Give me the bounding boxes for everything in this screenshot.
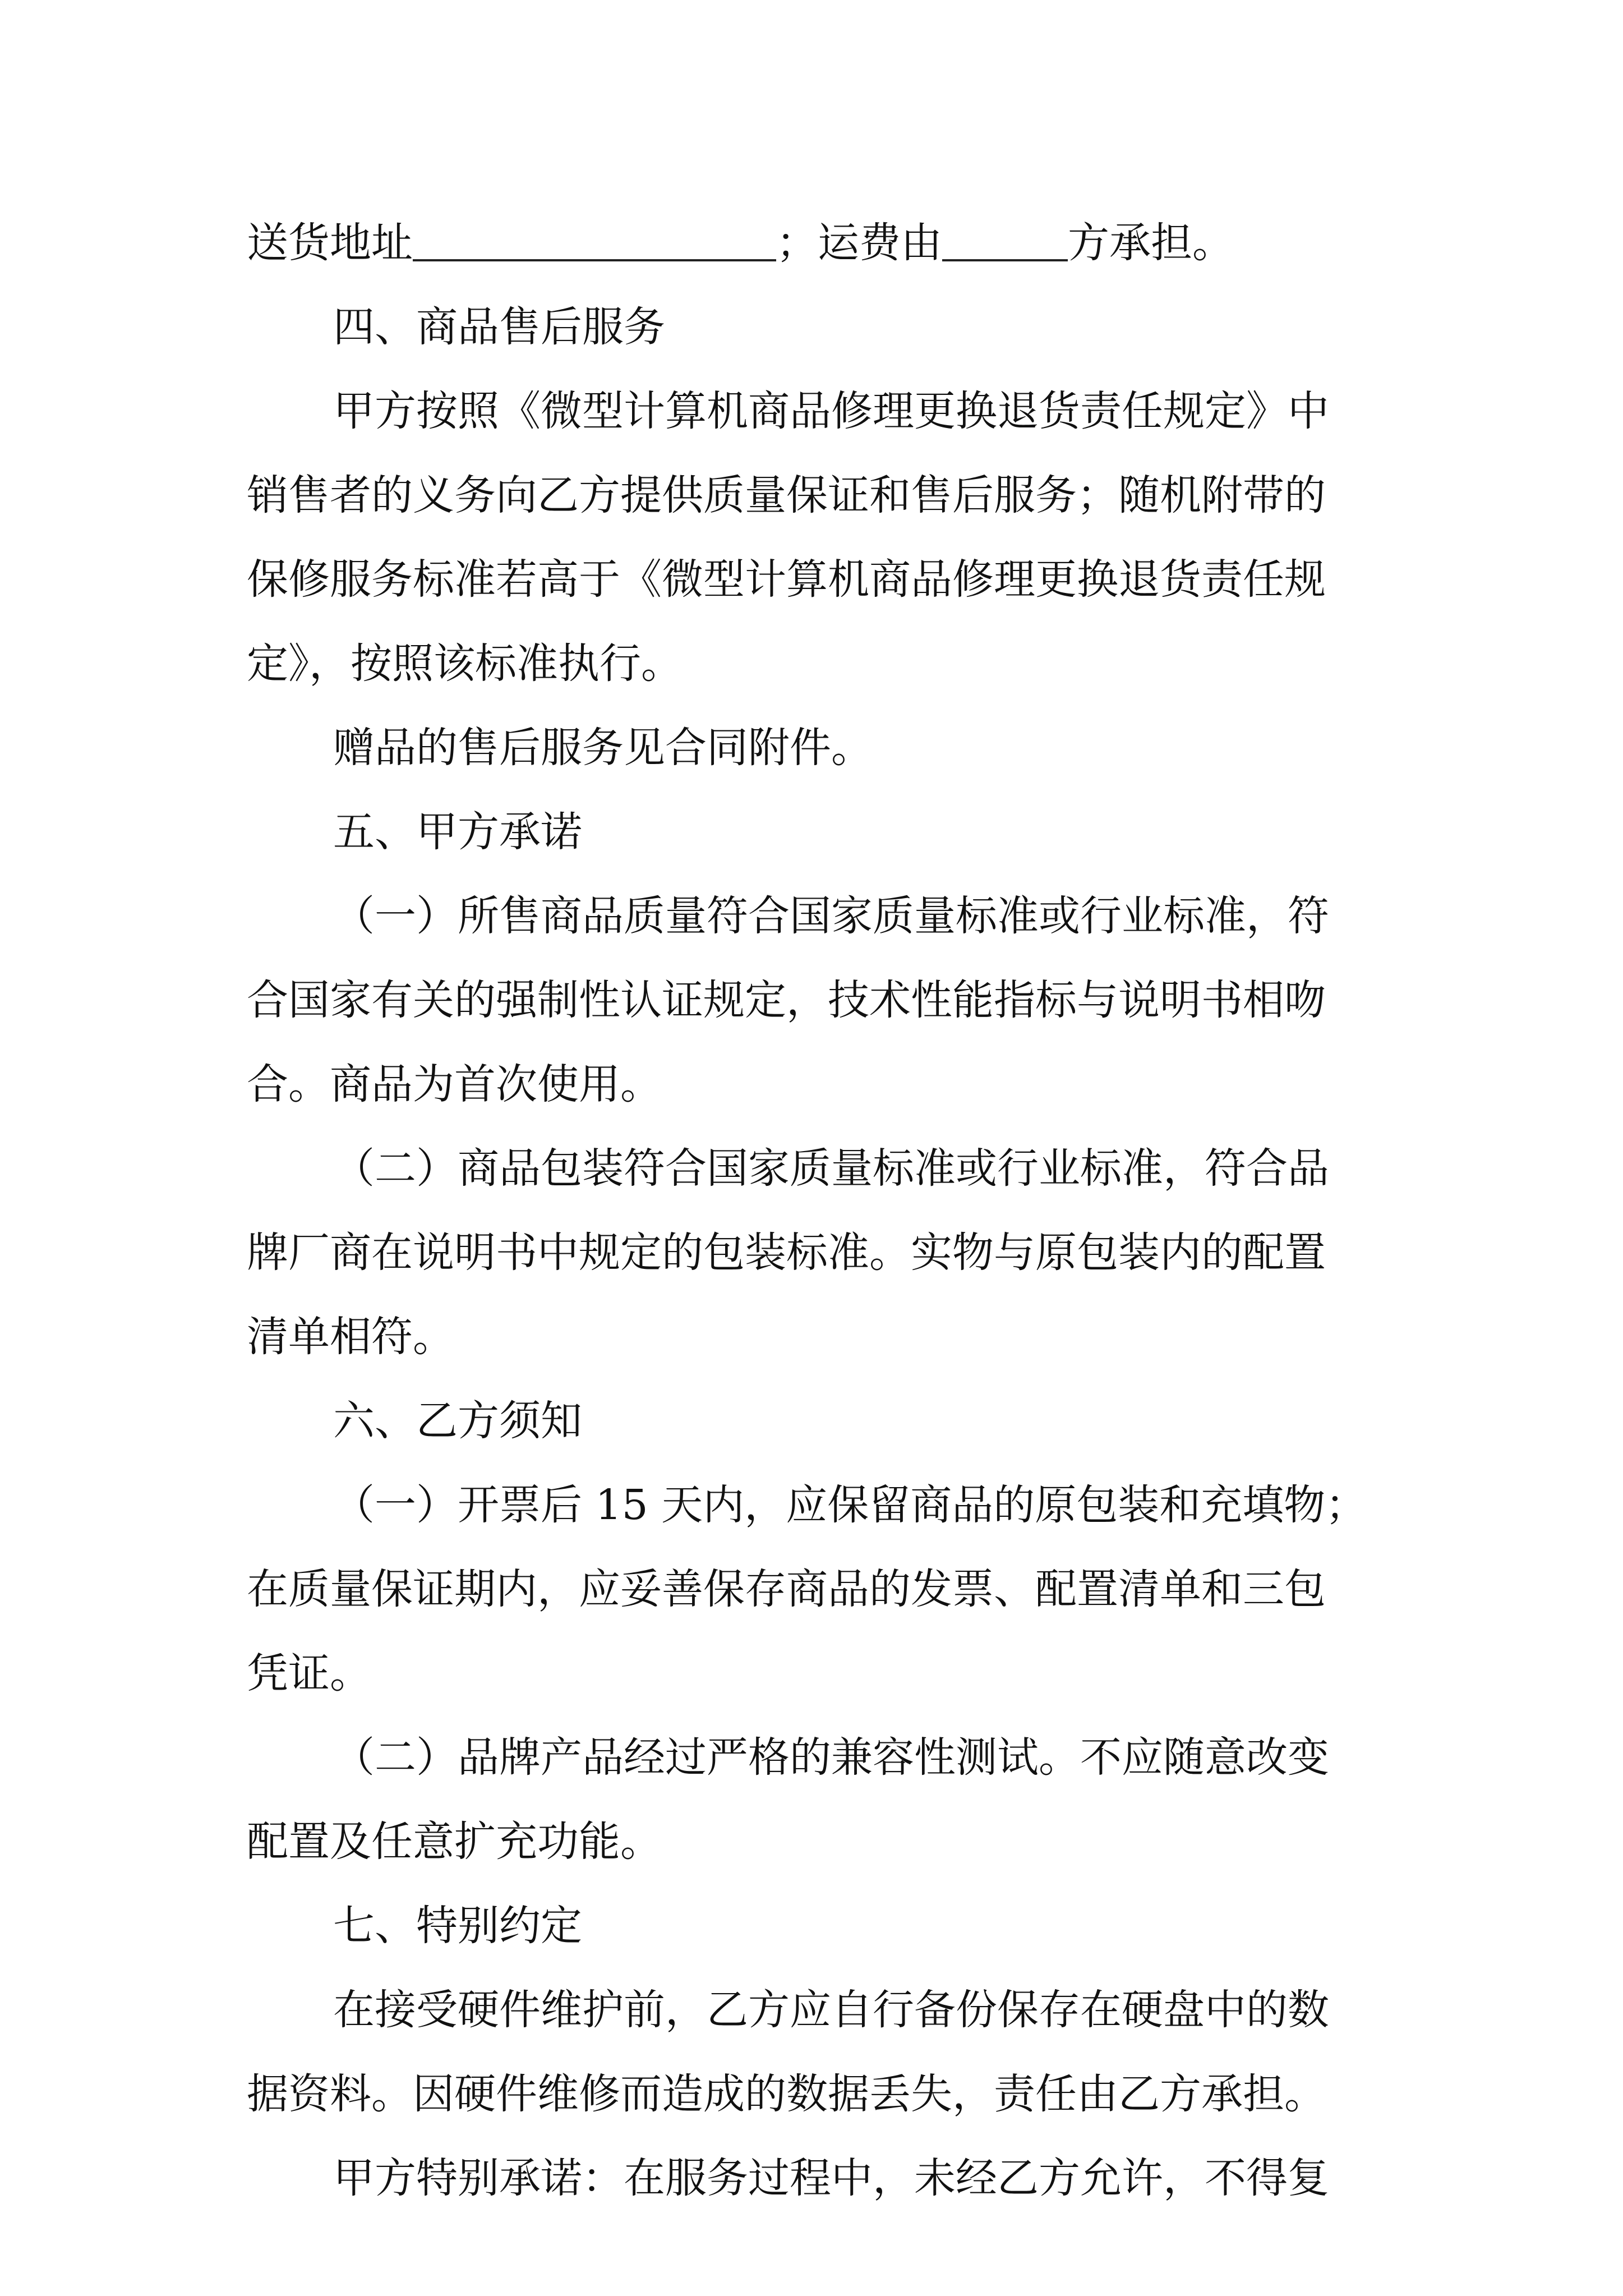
paragraph-line: 凭证。 bbox=[247, 1649, 371, 1697]
paragraph-line: （一）开票后 15 天内，应保留商品的原包装和充填物； bbox=[333, 1481, 1367, 1529]
paragraph-line: （二）品牌产品经过严格的兼容性测试。不应随意改变 bbox=[333, 1733, 1329, 1782]
paragraph-line: 销售者的义务向乙方提供质量保证和售后服务；随机附带的 bbox=[247, 471, 1326, 519]
paragraph-line: （一）所售商品质量符合国家质量标准或行业标准，符 bbox=[333, 892, 1329, 940]
paragraph-line: 清单相符。 bbox=[247, 1313, 454, 1361]
section-heading-after-sales: 四、商品售后服务 bbox=[333, 303, 665, 351]
paragraph-line: 定》，按照该标准执行。 bbox=[247, 639, 683, 688]
delivery-address-blank[interactable] bbox=[413, 212, 776, 261]
shipping-fee-tail: 方承担。 bbox=[1068, 219, 1234, 267]
shipping-fee-label: ；运费由 bbox=[776, 219, 942, 267]
paragraph-line: 在接受硬件维护前，乙方应自行备份保存在硬盘中的数 bbox=[333, 1986, 1329, 2034]
delivery-address-label: 送货地址 bbox=[247, 219, 413, 267]
paragraph-line: 据资料。因硬件维修而造成的数据丢失，责任由乙方承担。 bbox=[247, 2070, 1326, 2118]
paragraph-line: 保修服务标准若高于《微型计算机商品修理更换退货责任规 bbox=[247, 555, 1326, 604]
paragraph-line: 牌厂商在说明书中规定的包装标准。实物与原包装内的配置 bbox=[247, 1228, 1326, 1277]
paragraph-line: （二）商品包装符合国家质量标准或行业标准，符合品 bbox=[333, 1144, 1329, 1193]
paragraph-line: 合。商品为首次使用。 bbox=[247, 1060, 662, 1108]
paragraph-line: 合国家有关的强制性认证规定，技术性能指标与说明书相吻 bbox=[247, 976, 1326, 1024]
section-heading-party-a-commitments: 五、甲方承诺 bbox=[333, 808, 582, 856]
delivery-address-line bbox=[247, 212, 1385, 274]
paragraph-line: 甲方特别承诺：在服务过程中，未经乙方允许，不得复 bbox=[333, 2154, 1329, 2202]
section-heading-party-b-notice: 六、乙方须知 bbox=[333, 1397, 582, 1445]
paragraph-line: 甲方按照《微型计算机商品修理更换退货责任规定》中 bbox=[333, 387, 1329, 435]
paragraph-line: 配置及任意扩充功能。 bbox=[247, 1818, 662, 1866]
paragraph-line: 赠品的售后服务见合同附件。 bbox=[333, 724, 873, 772]
section-heading-special-agreement: 七、特别约定 bbox=[333, 1902, 582, 1950]
paragraph-line: 在质量保证期内，应妥善保存商品的发票、配置清单和三包 bbox=[247, 1565, 1326, 1613]
shipping-fee-party-blank[interactable] bbox=[942, 212, 1068, 261]
